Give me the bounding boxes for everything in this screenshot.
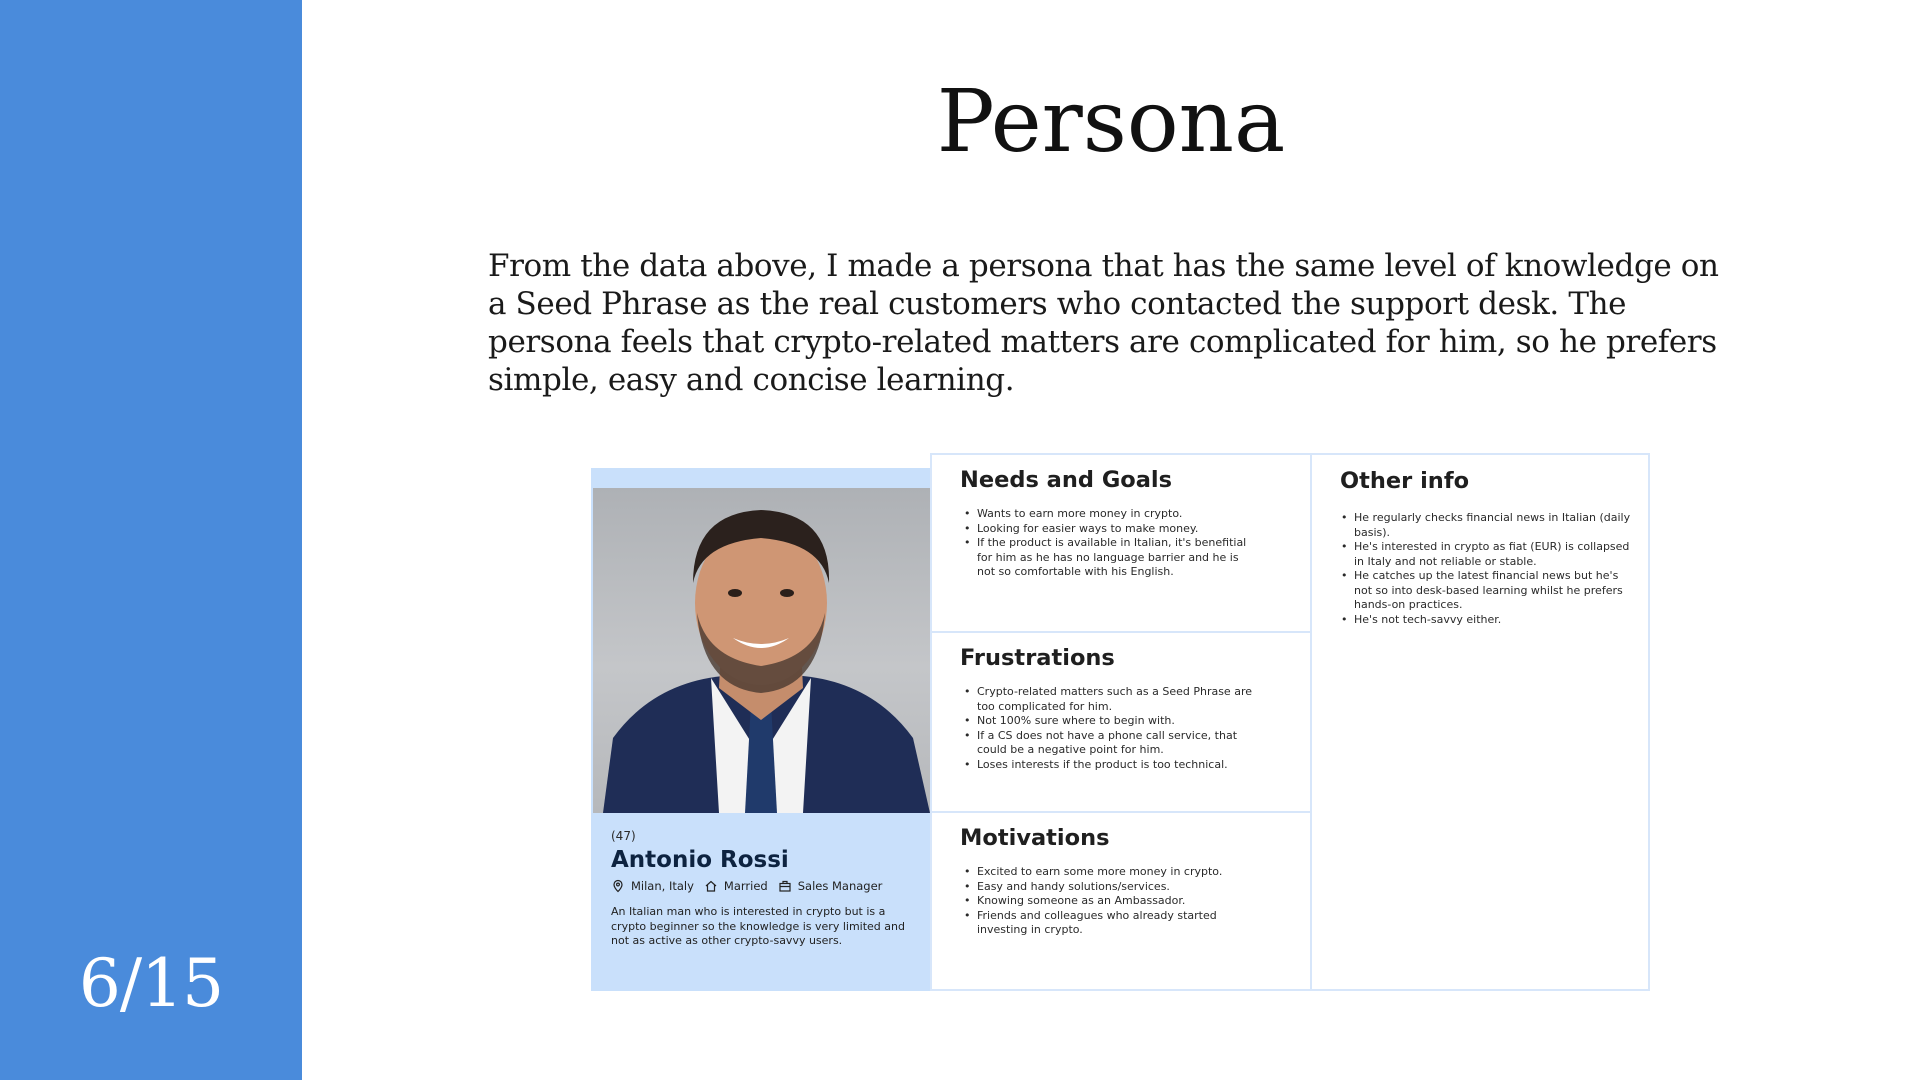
persona-age: (47) <box>611 829 636 843</box>
frustrations-heading: Frustrations <box>960 645 1115 671</box>
persona-location: Milan, Italy <box>631 879 694 893</box>
other-info-list <box>1354 511 1636 627</box>
persona-meta <box>611 879 916 893</box>
intro-paragraph: From the data above, I made a persona that has the same level of knowledge on a Seed Phrase as the real customers who contacted the support desk. The persona feels that crypto-related matters are complicated for him, so he prefers simple, easy and concise learning. <box>488 248 1719 398</box>
list-item: • If the product is available in Italian, it's benefitial for him as he has no language barrier and he is not so comfortable with his English. <box>977 536 1252 580</box>
home-icon <box>704 879 718 893</box>
profile-info <box>611 829 916 949</box>
briefcase-icon <box>778 879 792 893</box>
portrait-illustration <box>593 488 930 813</box>
map-pin-icon <box>611 879 625 893</box>
list-item: • He's interested in crypto as fiat (EUR) is collapsed in Italy and not reliable or stable. <box>1354 540 1636 569</box>
list-item: • Excited to earn some more money in crypto. <box>977 865 1252 880</box>
list-item: • Loses interests if the product is too technical. <box>977 758 1252 773</box>
motivations-list <box>977 865 1252 938</box>
motivations-box <box>930 811 1312 991</box>
persona-job: Sales Manager <box>797 879 883 893</box>
persona-photo <box>593 488 930 813</box>
list-item: • Looking for easier ways to make money. <box>977 522 1252 537</box>
list-item: • Not 100% sure where to begin with. <box>977 714 1252 729</box>
list-item: • Knowing someone as an Ambassador. <box>977 894 1252 909</box>
needs-goals-list <box>977 507 1252 580</box>
motivations-heading: Motivations <box>960 825 1110 851</box>
sidebar <box>0 0 302 1080</box>
needs-goals-heading: Needs and Goals <box>960 467 1173 493</box>
page-title: Persona <box>936 72 1286 172</box>
profile-panel <box>591 468 931 991</box>
list-item: • Crypto-related matters such as a Seed Phrase are too complicated for him. <box>977 685 1252 714</box>
needs-goals-box <box>930 453 1312 633</box>
page-counter: 6/15 <box>78 945 224 1022</box>
other-info-heading: Other info <box>1340 468 1470 494</box>
list-item: • If a CS does not have a phone call service, that could be a negative point for him. <box>977 729 1252 758</box>
frustrations-box <box>930 631 1312 813</box>
persona-bio: An Italian man who is interested in crypto but is a crypto beginner so the knowledge is very limited and not as active as other crypto-savvy users. <box>611 905 905 947</box>
list-item: • He catches up the latest financial news but he's not so into desk-based learning whilst he prefers hands-on practices. <box>1354 569 1636 613</box>
list-item: • Friends and colleagues who already started investing in crypto. <box>977 909 1252 938</box>
list-item: • Wants to earn more money in crypto. <box>977 507 1252 522</box>
frustrations-list <box>977 685 1252 772</box>
other-info-box <box>1310 453 1650 991</box>
list-item: • He's not tech-savvy either. <box>1354 613 1636 628</box>
list-item: • He regularly checks financial news in Italian (daily basis). <box>1354 511 1636 540</box>
persona-status: Married <box>723 879 768 893</box>
persona-card <box>591 453 1650 991</box>
list-item: • Easy and handy solutions/services. <box>977 880 1252 895</box>
persona-name: Antonio Rossi <box>611 847 789 873</box>
